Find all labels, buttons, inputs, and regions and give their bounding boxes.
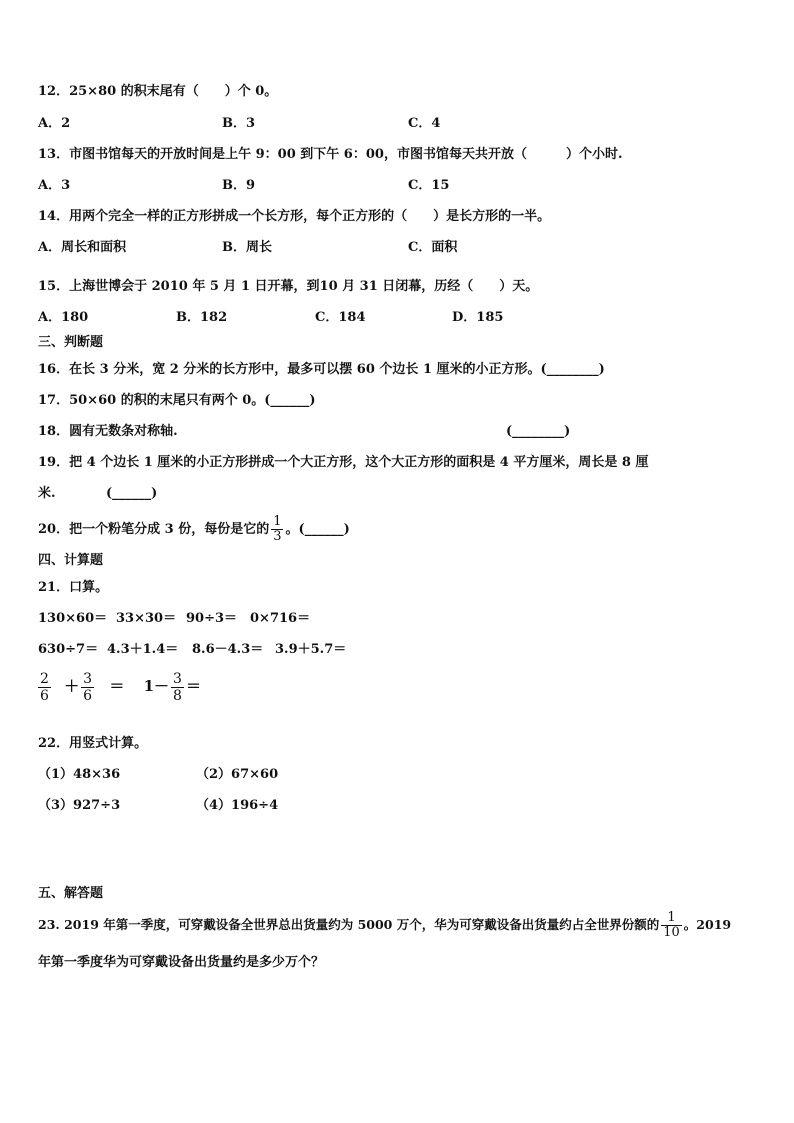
fraction bbox=[271, 515, 283, 544]
answer-blank: 。(______) bbox=[285, 522, 350, 537]
option-b: B．3 bbox=[222, 116, 256, 131]
fraction bbox=[38, 671, 51, 704]
equals-sign: ＝ bbox=[109, 677, 125, 695]
option-a: A．3 bbox=[38, 178, 71, 193]
plus-sign: ＋ bbox=[64, 677, 80, 695]
question-14: 14．用两个完全一样的正方形拼成一个长方形，每个正方形的（ ）是长方形的一半。 bbox=[38, 209, 551, 224]
numerator: 3 bbox=[83, 670, 93, 687]
question-20-text: 20．把一个粉笔分成 3 份，每份是它的 bbox=[38, 522, 270, 537]
fraction bbox=[661, 911, 682, 940]
option-c: C．184 bbox=[315, 310, 366, 325]
fraction bbox=[171, 671, 184, 704]
calc-item: （3）927÷3 bbox=[38, 798, 121, 813]
option-b: B．9 bbox=[222, 178, 256, 193]
question-15: 15．上海世博会于 2010 年 5 月 1 日开幕，到10 月 31 日闭幕，历经（ ）天。 bbox=[38, 279, 539, 294]
question-20 bbox=[38, 512, 350, 548]
fraction-calc-row bbox=[36, 666, 201, 706]
section-heading: 三、判断题 bbox=[38, 335, 104, 350]
answer-blank: (______) bbox=[106, 486, 158, 501]
calc-item: 130×60＝ bbox=[38, 611, 108, 626]
fraction bbox=[81, 671, 94, 704]
question-23-text: 。2019 bbox=[683, 917, 732, 932]
question-23-continued: 年第一季度华为可穿戴设备出货量约是多少万个？ bbox=[38, 955, 325, 970]
denominator: 8 bbox=[173, 687, 182, 704]
calc-item: （4）196÷4 bbox=[196, 798, 279, 813]
option-b: B．182 bbox=[176, 310, 228, 325]
one-minus: 1－ bbox=[143, 677, 170, 695]
question-19: 19．把 4 个边长 1 厘米的小正方形拼成一个大正方形，这个大正方形的面积是 4 平方厘米，周长是 8 厘 bbox=[38, 455, 649, 470]
question-16: 16．在长 3 分米，宽 2 分米的长方形中，最多可以摆 60 个边长 1 厘米的小正方形。(________) bbox=[38, 362, 605, 377]
question-23-text: 23. 2019 年第一季度，可穿戴设备全世界总出货量约为 5000 万个，华为可穿戴设备出货量约占全世界份额的 bbox=[38, 917, 660, 932]
question-18: 18．圆有无数条对称轴. bbox=[38, 424, 178, 439]
section-heading: 四、计算题 bbox=[38, 553, 104, 568]
numerator: 1 bbox=[667, 910, 676, 925]
calc-item: 3.9＋5.7＝ bbox=[275, 642, 347, 657]
calc-item: 630÷7＝ bbox=[38, 642, 99, 657]
calc-item: （2）67×60 bbox=[196, 767, 279, 782]
option-a: A．2 bbox=[38, 116, 71, 131]
denominator: 6 bbox=[83, 687, 93, 704]
numerator: 1 bbox=[273, 514, 282, 529]
denominator: 10 bbox=[663, 925, 680, 940]
question-13: 13．市图书馆每天的开放时间是上午 9：00 到下午 6：00，市图书馆每天共开放（ ）个小时. bbox=[38, 147, 623, 162]
option-c: C．面积 bbox=[408, 240, 458, 255]
option-c: C．4 bbox=[408, 116, 441, 131]
question-19-continued: 米. bbox=[38, 486, 56, 501]
calc-item: （1）48×36 bbox=[38, 767, 121, 782]
option-d: D．185 bbox=[452, 310, 504, 325]
equals-sign: ＝ bbox=[185, 677, 201, 695]
question-22-title: 22．用竖式计算。 bbox=[38, 736, 148, 751]
question-23 bbox=[38, 907, 731, 943]
question-21-title: 21．口算。 bbox=[38, 580, 109, 595]
question-17: 17．50×60 的积的末尾只有两个 0。(______) bbox=[38, 393, 316, 408]
numerator: 3 bbox=[173, 670, 182, 687]
section-heading: 五、解答题 bbox=[38, 886, 104, 901]
denominator: 3 bbox=[273, 529, 282, 544]
denominator: 6 bbox=[40, 687, 49, 704]
option-c: C．15 bbox=[408, 178, 450, 193]
answer-blank: (________) bbox=[506, 424, 571, 439]
question-12: 12．25×80 的积末尾有（ ）个 0。 bbox=[38, 84, 278, 99]
option-a: A．周长和面积 bbox=[38, 240, 127, 255]
option-b: B．周长 bbox=[222, 240, 272, 255]
option-a: A．180 bbox=[38, 310, 89, 325]
calc-item: 0×716＝ bbox=[250, 611, 311, 626]
calc-item: 90÷3＝ bbox=[186, 611, 238, 626]
numerator: 2 bbox=[40, 670, 49, 687]
calc-item: 33×30＝ bbox=[116, 611, 177, 626]
calc-item: 4.3＋1.4＝ bbox=[107, 642, 179, 657]
calc-item: 8.6－4.3＝ bbox=[192, 642, 264, 657]
